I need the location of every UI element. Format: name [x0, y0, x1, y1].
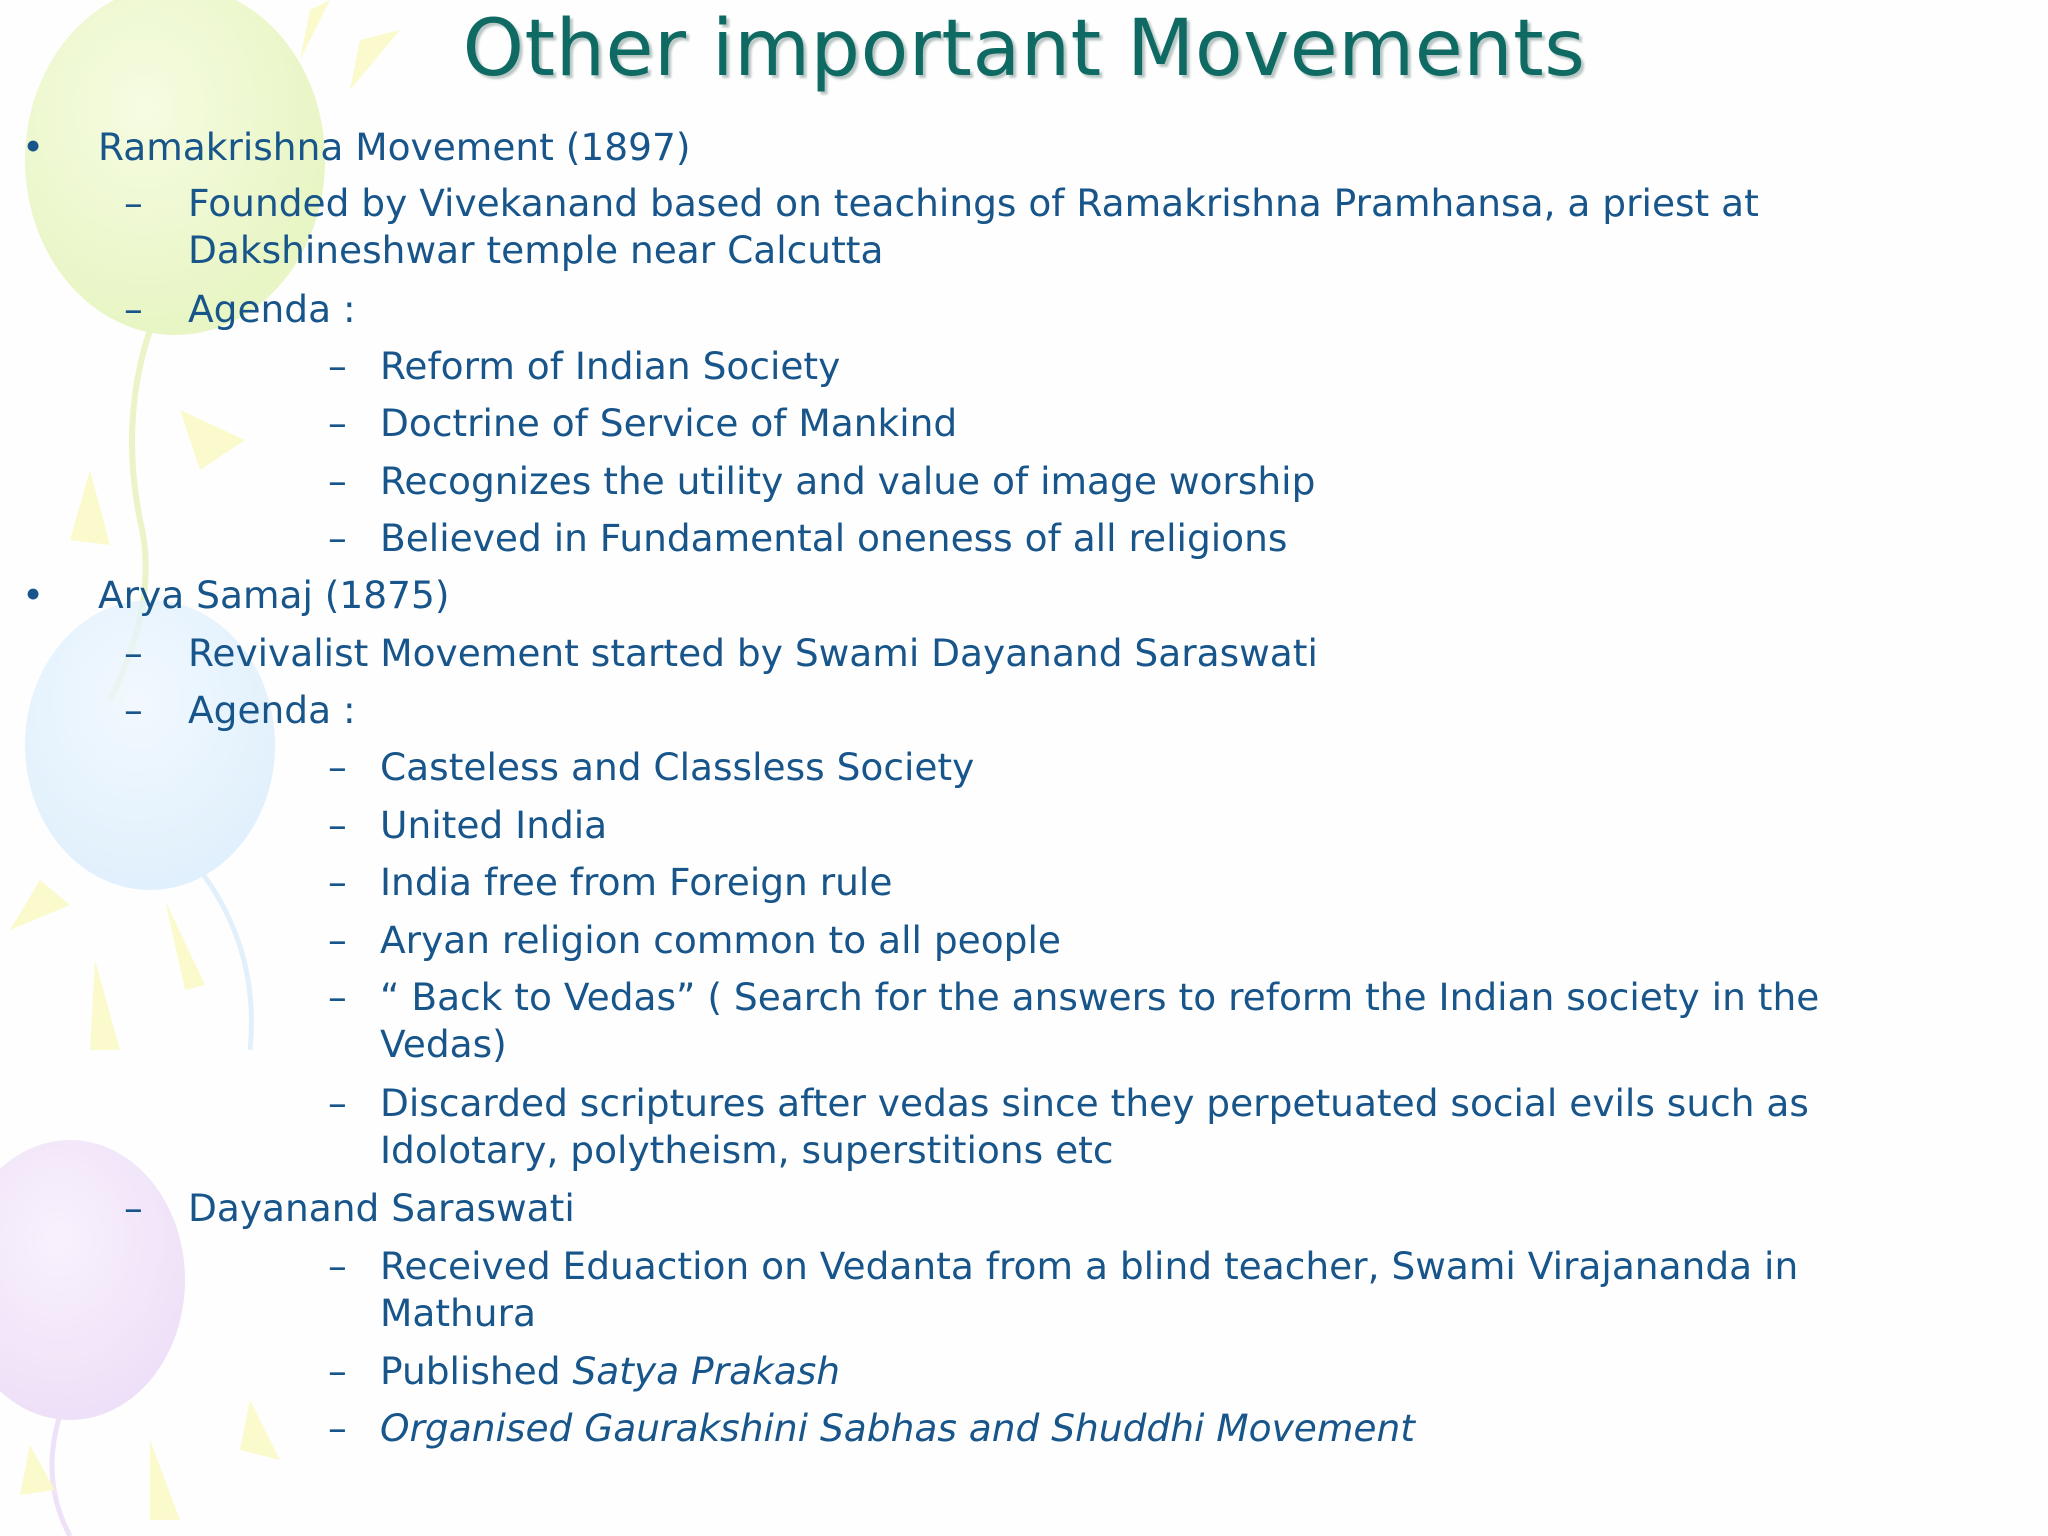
published-prefix: Published: [380, 1349, 573, 1393]
dash-icon: –: [124, 287, 143, 331]
arya-agenda-item: United India: [380, 803, 608, 847]
arya-vedas-line2: Vedas): [380, 1022, 507, 1066]
dayanand-label: Dayanand Saraswati: [188, 1186, 575, 1230]
dayanand-education-line1: Received Eduaction on Vedanta from a blind teacher, Swami Virajananda in: [380, 1244, 1799, 1288]
ramakrishna-agenda-item: Recognizes the utility and value of image worship: [380, 459, 1316, 503]
dash-icon: –: [328, 516, 347, 560]
ramakrishna-founded-line2: Dakshineshwar temple near Calcutta: [188, 228, 884, 272]
ramakrishna-agenda-label: Agenda :: [188, 287, 356, 331]
organised-text: Organised Gaurakshini Sabhas and Shuddhi Movement: [380, 1406, 1415, 1450]
ramakrishna-heading: Ramakrishna Movement (1897): [98, 125, 691, 169]
arya-agenda-item: India free from Foreign rule: [380, 860, 893, 904]
arya-samaj-heading: Arya Samaj (1875): [98, 573, 450, 617]
dash-icon: –: [328, 803, 347, 847]
dash-icon: –: [328, 1081, 347, 1125]
dash-icon: –: [328, 1349, 347, 1393]
dash-icon: –: [328, 745, 347, 789]
dash-icon: –: [328, 1406, 347, 1450]
dash-icon: –: [328, 975, 347, 1019]
arya-vedas-line1: “ Back to Vedas” ( Search for the answers to reform the Indian society in the: [380, 975, 1820, 1019]
arya-agenda-item: Aryan religion common to all people: [380, 918, 1061, 962]
dash-icon: –: [124, 1186, 143, 1230]
arya-discarded-line1: Discarded scriptures after vedas since they perpetuated social evils such as: [380, 1081, 1809, 1125]
bullet-icon: •: [22, 573, 45, 617]
arya-agenda-item: Casteless and Classless Society: [380, 745, 975, 789]
published-title: Satya Prakash: [572, 1349, 841, 1393]
dash-icon: –: [328, 860, 347, 904]
dayanand-organised: [380, 1405, 1415, 1452]
ramakrishna-agenda-item: Reform of Indian Society: [380, 344, 841, 388]
dash-icon: –: [124, 181, 143, 225]
dayanand-published: [380, 1348, 840, 1395]
dash-icon: –: [328, 459, 347, 503]
ramakrishna-founded-line1: Founded by Vivekanand based on teachings of Ramakrishna Pramhansa, a priest at: [188, 181, 1759, 225]
bullet-icon: •: [22, 125, 45, 169]
dash-icon: –: [124, 631, 143, 675]
dash-icon: –: [328, 1244, 347, 1288]
dash-icon: –: [328, 918, 347, 962]
dash-icon: –: [328, 344, 347, 388]
ramakrishna-agenda-item: Doctrine of Service of Mankind: [380, 401, 958, 445]
dayanand-education-line2: Mathura: [380, 1291, 536, 1335]
arya-discarded-line2: Idolotary, polytheism, superstitions etc: [380, 1128, 1114, 1172]
ramakrishna-agenda-item: Believed in Fundamental oneness of all religions: [380, 516, 1288, 560]
dash-icon: –: [328, 401, 347, 445]
arya-revivalist: Revivalist Movement started by Swami Dayanand Saraswati: [188, 631, 1318, 675]
slide-title: Other important Movements: [462, 4, 1586, 94]
dash-icon: –: [124, 688, 143, 732]
arya-agenda-label: Agenda :: [188, 688, 356, 732]
